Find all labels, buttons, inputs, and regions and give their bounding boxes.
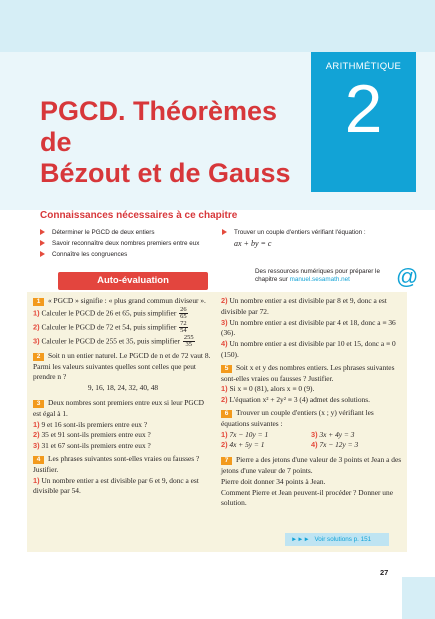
requirement-item: Déterminer le PGCD de deux entiers <box>40 227 220 238</box>
exercise-column-right <box>221 292 403 509</box>
exercise-3: 3 Deux nombres sont premiers entre eux si leur PGCD est égal à 1. <box>33 397 204 418</box>
equation-grid <box>221 430 403 452</box>
chapter-box <box>311 52 416 192</box>
equation-item: 4) 7x − 12y = 3 <box>311 440 359 450</box>
exercise-item: 1) Calculer le PGCD de 26 et 65, puis simplifier $\frac{26}{65}$ <box>33 305 187 321</box>
exercise-number: 3 <box>33 400 44 408</box>
exercise-number: 6 <box>221 410 232 418</box>
at-sign-icon: @ <box>396 264 419 289</box>
triangle-bullet-icon <box>40 229 45 235</box>
title-line-1: PGCD. Théorèmes de <box>40 96 278 157</box>
requirement-formula: ax + by = c <box>234 239 272 248</box>
equation-item: 3) 3x + 4y = 3 <box>311 429 355 439</box>
requirement-item: Savoir reconnaître deux nombres premiers entre eux <box>40 238 220 249</box>
exercise-number: 4 <box>33 456 44 464</box>
solutions-link[interactable]: ►►► Voir solutions p. 151 <box>285 533 389 546</box>
top-band <box>0 0 435 52</box>
exercise-panel <box>27 292 407 552</box>
resources-note: Des ressources numériques pour préparer le chapitre sur manuel.sesamath.net <box>255 268 380 283</box>
requirements-left <box>40 227 220 260</box>
resources-link[interactable]: manuel.sesamath.net <box>289 276 350 283</box>
triangle-bullet-icon <box>222 229 227 235</box>
equation-item: 1) 7x − 10y = 1 <box>221 429 269 439</box>
page-number: 27 <box>380 568 389 577</box>
exercise-6: 6 Trouver un couple d'entiers (x ; y) vérifiant les équations suivantes : <box>221 407 374 428</box>
exercise-item: 1) 9 et 16 sont-ils premiers entre eux ? <box>33 419 148 429</box>
exercise-number: 2 <box>33 353 44 361</box>
requirement-item: Connaître les congruences <box>40 249 220 260</box>
exercise-item: 1) Si x ≡ 0 (81), alors x ≡ 0 (9). <box>221 384 315 394</box>
exercise-number: 1 <box>33 298 44 306</box>
requirements-heading: Connaissances nécessaires à ce chapitre <box>40 210 238 221</box>
exercise-item: 1) Un nombre entier a est divisible par 6 et 9, donc a est divisible par 54. <box>33 475 199 496</box>
requirement-item: Trouver un couple d'entiers vérifiant l'équation : <box>222 227 412 238</box>
fraction: $\frac{72}{54}$ <box>180 319 187 335</box>
value-list: 9, 16, 18, 24, 32, 40, 48 <box>87 383 159 393</box>
exercise-item: 4) Un nombre entier a est divisible par 10 et 15, donc a ≡ 0 (150). <box>221 339 396 359</box>
triangle-bullet-icon <box>40 251 45 257</box>
exercise-number: 5 <box>221 365 232 373</box>
requirements-right <box>222 227 412 248</box>
fraction: $\frac{26}{65}$ <box>180 305 187 321</box>
chapter-label: ARITHMÉTIQUE <box>325 61 402 72</box>
exercise-4: 4 Les phrases suivantes sont-elles vraies ou fausses ? Justifier. <box>33 453 200 474</box>
self-eval-header: Auto-évaluation <box>58 272 208 290</box>
exercise-text: Pierre doit donner 34 points à Jean. <box>221 476 326 486</box>
exercise-2: 2 Soit n un entier naturel. Le PGCD de n et de 72 vaut 8. Parmi les valeurs suivantes quelles sont celles que peut prendre n ? <box>33 350 211 382</box>
exercise-1: 1 « PGCD » signifie : « plus grand commun diviseur ». <box>33 296 213 307</box>
exercise-item: 2) L'équation x² + 2y² ≡ 3 (4) admet des solutions. <box>221 395 370 405</box>
exercise-item: 2) Un nombre entier a est divisible par 8 et 9, donc a est divisible par 72. <box>221 296 387 316</box>
exercise-7: 7 Pierre a des jetons d'une valeur de 3 points et Jean a des jetons d'une valeur de 7 points. <box>221 455 402 475</box>
exercise-item: 3) Un nombre entier a est divisible par 4 et 18, donc a ≡ 36 (36). <box>221 317 396 338</box>
triangle-bullet-icon <box>40 240 45 246</box>
chapter-number: 2 <box>344 71 383 147</box>
exercise-column-left <box>33 292 213 497</box>
exercise-item: 2) Calculer le PGCD de 72 et 54, puis simplifier $\frac{72}{54}$ <box>33 319 187 335</box>
exercise-item: 3) 31 et 67 sont-ils premiers entre eux ? <box>33 441 151 451</box>
page-title <box>40 96 310 189</box>
page-corner-band <box>402 577 435 619</box>
exercise-number: 7 <box>221 457 232 465</box>
triple-arrow-icon: ►►► <box>291 536 310 543</box>
exercise-item: 2) 35 et 91 sont-ils premiers entre eux ? <box>33 430 151 440</box>
equation-item: 2) 4x + 5y = 1 <box>221 440 265 450</box>
exercise-5: 5 Soit x et y des nombres entiers. Les phrases suivantes sont-elles vraies ou fausses ? Justifier. <box>221 362 395 383</box>
title-line-2: Bézout et de Gauss <box>40 158 291 188</box>
fraction: $\frac{255}{35}$ <box>183 333 194 349</box>
exercise-item: 3) Calculer le PGCD de 255 et 35, puis simplifier $\frac{255}{35}$ <box>33 333 194 349</box>
exercise-text: Comment Pierre et Jean peuvent-il procéder ? Donner une solution. <box>221 487 393 508</box>
